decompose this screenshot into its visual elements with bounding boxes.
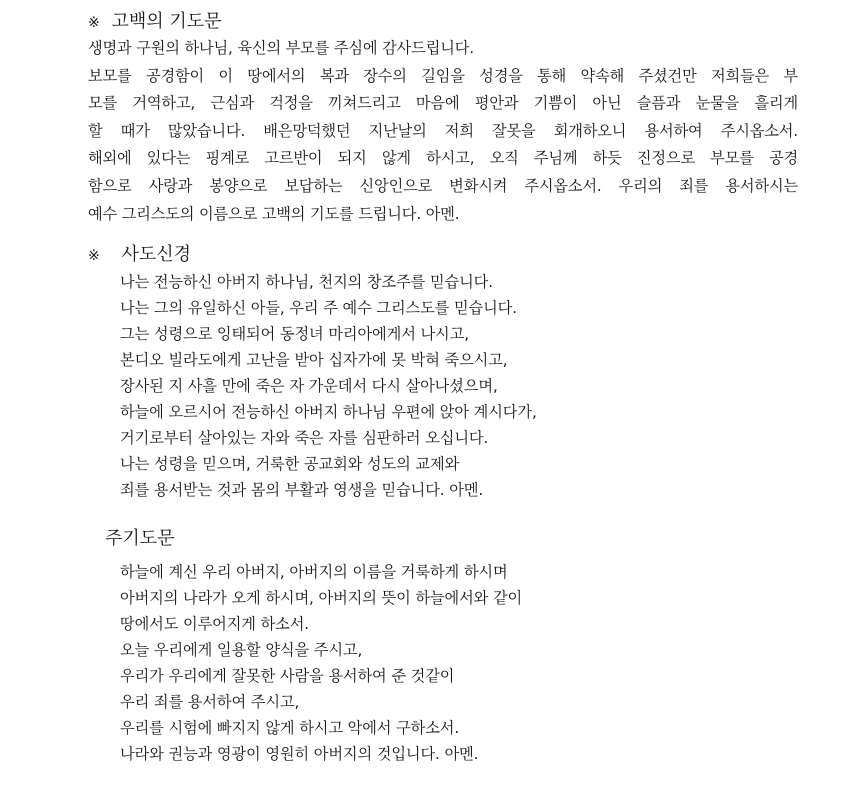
confession-title: 고백의 기도문 xyxy=(111,11,222,32)
creed-line: 나는 그의 유일하신 아들, 우리 주 예수 그리스도를 믿습니다. xyxy=(120,299,517,317)
lords-prayer-heading xyxy=(105,527,175,551)
creed-line: 죄를 용서받는 것과 몸의 부활과 영생을 믿습니다. 아멘. xyxy=(120,481,484,499)
creed-line: 본디오 빌라도에게 고난을 받아 십자가에 못 박혀 죽으시고, xyxy=(120,351,508,369)
confession-line: 해외에 있다는 핑계로 고르반이 되지 않게 하시고, 오직 주님께 하듯 진정으로 부모를 공경 xyxy=(88,149,798,167)
lords-prayer-title: 주기도문 xyxy=(105,528,175,549)
creed-line: 그는 성령으로 잉태되어 동정녀 마리아에게서 나시고, xyxy=(120,325,469,343)
reference-mark-icon: ※ xyxy=(88,15,100,31)
reference-mark-icon: ※ xyxy=(88,248,100,264)
creed-line: 나는 성령을 믿으며, 거룩한 공교회와 성도의 교제와 xyxy=(120,455,460,473)
creed-heading xyxy=(88,243,191,268)
lords-prayer-line: 아버지의 나라가 오게 하시며, 아버지의 뜻이 하늘에서와 같이 xyxy=(120,589,523,607)
confession-line: 보모를 공경함이 이 땅에서의 복과 장수의 길임을 성경을 통해 약속해 주셨건만 저희들은 부 xyxy=(88,67,798,85)
creed-line: 하늘에 오르시어 전능하신 아버지 하나님 우편에 앉아 계시다가, xyxy=(120,403,537,421)
creed-title: 사도신경 xyxy=(121,244,192,265)
confession-line: 생명과 구원의 하나님, 육신의 부모를 주심에 감사드립니다. xyxy=(88,39,474,57)
lords-prayer-line: 우리가 우리에게 잘못한 사람을 용서하여 준 것같이 xyxy=(120,667,455,685)
lords-prayer-line: 나라와 권능과 영광이 영원히 아버지의 것입니다. 아멘. xyxy=(120,745,479,763)
confession-heading xyxy=(88,10,222,35)
confession-line: 예수 그리스도의 이름으로 고백의 기도를 드립니다. 아멘. xyxy=(88,205,460,223)
lords-prayer-line: 하늘에 계신 우리 아버지, 아버지의 이름을 거룩하게 하시며 xyxy=(120,563,508,581)
lords-prayer-line: 오늘 우리에게 일용할 양식을 주시고, xyxy=(120,641,363,659)
lords-prayer-line: 우리를 시험에 빠지지 않게 하시고 악에서 구하소서. xyxy=(120,719,460,737)
creed-line: 나는 전능하신 아버지 하나님, 천지의 창조주를 믿습니다. xyxy=(120,273,493,291)
creed-line: 장사된 지 사흘 만에 죽은 자 가운데서 다시 살아나셨으며, xyxy=(120,377,498,395)
lords-prayer-line: 땅에서도 이루어지게 하소서. xyxy=(120,615,310,633)
lords-prayer-line: 우리 죄를 용서하여 주시고, xyxy=(120,693,300,711)
confession-line: 함으로 사랑과 봉양으로 보답하는 신앙인으로 변화시켜 주시옵소서. 우리의 죄를 용서하시는 xyxy=(88,177,798,195)
confession-line: 모를 거역하고, 근심과 걱정을 끼쳐드리고 마음에 평안과 기쁨이 아닌 슬픔과 눈물을 흘리게 xyxy=(88,94,798,112)
confession-line: 할 때가 많았습니다. 배은망덕했던 지난날의 저희 잘못을 회개하오니 용서하여 주시옵소서. xyxy=(88,122,798,140)
creed-line: 거기로부터 살아있는 자와 죽은 자를 심판하러 오십니다. xyxy=(120,429,489,447)
